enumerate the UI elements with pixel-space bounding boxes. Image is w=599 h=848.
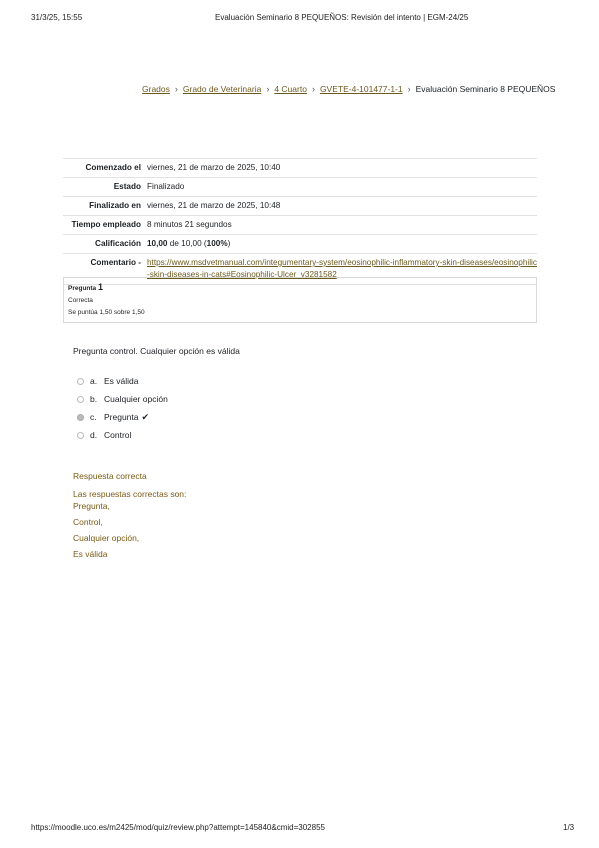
question-number-value: 1 [97, 282, 103, 292]
summary-row-time [63, 216, 537, 235]
breadcrumb-link-cuarto[interactable]: 4 Cuarto [274, 84, 307, 94]
answer-option-d [77, 426, 168, 444]
attempt-summary-table [63, 158, 537, 285]
summary-row-state [63, 178, 537, 197]
answer-list [77, 372, 168, 444]
question-score: Se puntúa 1,50 sobre 1,50 [68, 309, 145, 316]
summary-label: Finalizado en [89, 201, 141, 210]
answer-letter: d. [90, 430, 98, 440]
chevron-right-icon: › [407, 84, 411, 94]
answer-option-a [77, 372, 168, 390]
feedback-correct-answer: Es válida [73, 549, 108, 559]
summary-label: Comentario - [90, 258, 141, 267]
breadcrumb-current: Evaluación Seminario 8 PEQUEÑOS [415, 84, 556, 94]
answer-text: Pregunta [104, 412, 139, 422]
feedback-correct-answer: Cualquier opción, [73, 533, 140, 543]
summary-label: Estado [113, 182, 141, 191]
answer-letter: b. [90, 394, 98, 404]
summary-value: viernes, 21 de marzo de 2025, 10:40 [147, 163, 281, 172]
print-title: Evaluación Seminario 8 PEQUEÑOS: Revisión del intento | EGM-24/25 [215, 13, 469, 22]
feedback-intro: Las respuestas correctas son: [73, 489, 187, 499]
feedback-correct-answer: Pregunta, [73, 501, 110, 511]
summary-value: Finalizado [147, 182, 185, 191]
print-date: 31/3/25, 15:55 [31, 13, 83, 22]
print-footer [0, 823, 599, 837]
summary-label: Calificación [95, 239, 141, 248]
summary-value: 8 minutos 21 segundos [147, 220, 232, 229]
summary-label: Comenzado el [85, 163, 141, 172]
answer-text: Control [104, 430, 132, 440]
chevron-right-icon: › [174, 84, 178, 94]
question-text: Pregunta control. Cualquier opción es válida [73, 346, 240, 356]
print-url: https://moodle.uco.es/m2425/mod/quiz/review.php?attempt=145840&cmid=302855 [31, 823, 325, 832]
chevron-right-icon: › [266, 84, 270, 94]
radio-icon [77, 396, 84, 403]
question-label: Pregunta [68, 285, 97, 292]
question-state: Correcta [68, 297, 93, 304]
summary-label: Tiempo empleado [71, 220, 141, 229]
grade-out-of: de 10,00 ( [167, 239, 207, 248]
summary-row-finished [63, 197, 537, 216]
answer-letter: a. [90, 376, 98, 386]
answer-text: Es válida [104, 376, 139, 386]
summary-value: viernes, 21 de marzo de 2025, 10:48 [147, 201, 281, 210]
radio-icon [77, 378, 84, 385]
radio-checked-icon [77, 414, 84, 421]
print-page-number: 1/3 [563, 823, 575, 832]
radio-icon [77, 432, 84, 439]
breadcrumb-link-grados[interactable]: Grados [142, 84, 170, 94]
answer-letter: c. [90, 412, 97, 422]
grade-close: ) [227, 239, 231, 248]
breadcrumb-link-grado-veterinaria[interactable]: Grado de Veterinaria [182, 84, 262, 94]
question-number [68, 282, 532, 292]
grade-percent: 100% [206, 239, 228, 248]
summary-row-grade [63, 235, 537, 254]
answer-option-b [77, 390, 168, 408]
feedback-box [73, 470, 186, 560]
feedback-correct-answer: Control, [73, 517, 103, 527]
summary-grade [147, 235, 537, 254]
feedback-result: Respuesta correcta [73, 471, 147, 481]
summary-row-started [63, 159, 537, 178]
comment-link[interactable]: https://www.msdvetmanual.com/integumentary-system/eosinophilic-inflammatory-skin-diseases/eosinophilic-skin-diseases-in-cats#Eosinophilic-Ulcer_v3281582 [147, 258, 537, 279]
print-header [0, 13, 599, 27]
breadcrumb-link-course[interactable]: GVETE-4-101477-1-1 [319, 84, 403, 94]
check-icon: ✔ [141, 411, 150, 422]
answer-option-c [77, 408, 168, 426]
chevron-right-icon: › [311, 84, 315, 94]
grade-value: 10,00 [147, 239, 168, 248]
breadcrumb [142, 84, 555, 94]
answer-text: Cualquier opción [104, 394, 168, 404]
question-info-box [63, 277, 537, 323]
